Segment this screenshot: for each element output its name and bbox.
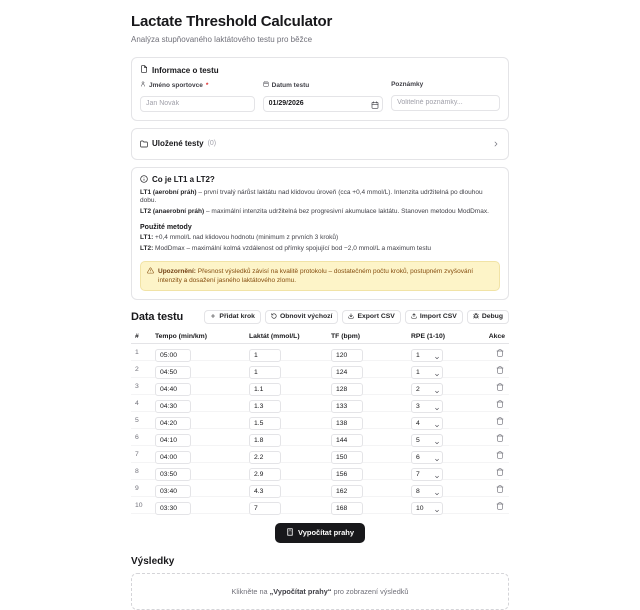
notes-input[interactable]: [391, 95, 500, 111]
column-header-laktat: Laktát (mmol/L): [249, 332, 300, 340]
data-section-header: [131, 310, 509, 324]
rpe-select[interactable]: [411, 485, 443, 498]
rpe-select-wrap: [411, 480, 443, 497]
debug-button[interactable]: Debug: [467, 310, 509, 324]
table-row: [131, 480, 509, 497]
rpe-select[interactable]: [411, 434, 443, 447]
trash-icon: [496, 345, 504, 360]
table-row: [131, 395, 509, 412]
table-row: [131, 344, 509, 361]
saved-tests-count: (0): [207, 140, 217, 147]
lt1-definition: LT1 (aerobní práh) – první trvalý nárůst laktátu nad klidovou úroveň (cca +0,4 mmol/L). Intenzita udržitelná po dlouhou dobu.: [140, 188, 483, 205]
athlete-label: Jméno sportovce *: [140, 81, 255, 89]
row-number: 1: [135, 349, 139, 357]
trash-icon: [496, 464, 504, 479]
delete-row-button[interactable]: [495, 446, 505, 463]
athlete-field-group: [140, 81, 255, 112]
explainer-body: [140, 189, 500, 291]
method-lt1: LT1: +0,4 mmol/L nad klidovou hodnotu (minimum z prvních 3 kroků): [140, 234, 339, 242]
trash-icon: [496, 379, 504, 394]
rpe-select-wrap: [411, 446, 443, 463]
notes-label: Poznámky: [391, 81, 424, 88]
test-date-input[interactable]: [263, 96, 383, 112]
table-toolbar: [204, 310, 509, 324]
calculate-row: [131, 523, 509, 543]
explainer-header: [140, 175, 500, 185]
methods-title: Použité metody: [140, 223, 192, 231]
results-title: Výsledky: [131, 555, 175, 567]
table-row: [131, 412, 509, 429]
rpe-select[interactable]: [411, 349, 443, 362]
tf-input[interactable]: [331, 502, 363, 515]
rpe-select[interactable]: [411, 502, 443, 515]
rpe-select-wrap: [411, 412, 443, 429]
data-section-title: Data testu: [131, 310, 184, 323]
warning-banner: [140, 261, 500, 291]
test-info-header: [140, 65, 500, 75]
rpe-select[interactable]: [411, 417, 443, 430]
saved-tests-title: Uložené testy: [152, 139, 204, 148]
folder-icon: [140, 135, 148, 153]
warning-text: Upozornění: Přesnost výsledků závisí na kvalitě protokolu – dostatečném počtu kroků, postupném zvyšování intenzity a dosažení jasného laktátového zlomu.: [158, 267, 474, 284]
trash-icon: [496, 447, 504, 462]
delete-row-button[interactable]: [495, 344, 505, 361]
rpe-select-wrap: [411, 378, 443, 395]
athlete-name-input[interactable]: [140, 96, 255, 112]
file-text-icon: [140, 65, 148, 75]
rpe-select-wrap: [411, 429, 443, 446]
delete-row-button[interactable]: [495, 429, 505, 446]
trash-icon: [496, 498, 504, 513]
test-info-title: Informace o testu: [152, 65, 219, 75]
row-number: 8: [135, 468, 139, 476]
trash-icon: [496, 362, 504, 377]
import-csv-button[interactable]: Import CSV: [405, 310, 463, 324]
row-number: 7: [135, 451, 139, 459]
trash-icon: [496, 413, 504, 428]
page-subtitle: Analýza stupňovaného laktátového testu pro běžce: [131, 35, 313, 44]
lt2-definition: LT2 (anaerobní práh) – maximální intenzita udržitelná bez progresivní akumulace laktátu. Stanoven metodou ModDmax.: [140, 208, 489, 216]
rpe-select-wrap: [411, 395, 443, 412]
page-container: [131, 0, 509, 610]
results-empty-state: Klikněte na „Vypočítat prahy“ pro zobrazení výsledků: [131, 573, 509, 610]
table-row: [131, 378, 509, 395]
column-header-akce: Akce: [488, 332, 505, 340]
delete-row-button[interactable]: [495, 361, 505, 378]
export-csv-button[interactable]: Export CSV: [342, 310, 400, 324]
column-header-rpe: RPE (1-10): [411, 332, 445, 340]
plus-icon: [210, 313, 216, 321]
delete-row-button[interactable]: [495, 497, 505, 514]
table-row: [131, 361, 509, 378]
row-number: 3: [135, 383, 139, 391]
row-number: 2: [135, 366, 139, 374]
table-row: [131, 429, 509, 446]
calculator-icon: [286, 528, 294, 538]
rpe-select[interactable]: [411, 451, 443, 464]
column-header-num: #: [135, 332, 139, 340]
bug-icon: [473, 313, 479, 321]
rpe-select[interactable]: [411, 366, 443, 379]
tempo-input[interactable]: [155, 502, 191, 515]
rpe-select[interactable]: [411, 383, 443, 396]
explainer-title: Co je LT1 a LT2?: [152, 175, 215, 184]
reset-default-button[interactable]: Obnovit výchozí: [265, 310, 339, 324]
calendar-icon: [263, 81, 269, 89]
laktat-input[interactable]: [249, 502, 281, 515]
delete-row-button[interactable]: [495, 378, 505, 395]
test-data-table: [131, 330, 509, 514]
chevron-right-icon: [492, 135, 500, 153]
table-row: [131, 446, 509, 463]
info-icon: [140, 175, 148, 185]
rpe-select-wrap: [411, 463, 443, 480]
add-step-button[interactable]: Přidat krok: [204, 310, 261, 324]
warning-icon: [147, 267, 154, 285]
delete-row-button[interactable]: [495, 463, 505, 480]
user-icon: [140, 81, 146, 89]
test-info-card: [131, 57, 509, 121]
table-row: [131, 463, 509, 480]
row-number: 10: [135, 502, 143, 510]
row-number: 9: [135, 485, 139, 493]
method-lt2: LT2: ModDmax – maximální kolmá vzdálenost od přímky spojující bod −2,0 mmol/L a maximum testu: [140, 245, 431, 252]
rpe-select[interactable]: [411, 400, 443, 413]
delete-row-button[interactable]: [495, 480, 505, 497]
explainer-card: [131, 167, 509, 300]
row-number: 4: [135, 400, 139, 408]
delete-row-button[interactable]: [495, 412, 505, 429]
required-asterisk: *: [205, 81, 209, 89]
trash-icon: [496, 430, 504, 445]
date-label: Datum testu: [263, 81, 383, 89]
delete-row-button[interactable]: [495, 395, 505, 412]
notes-field-group: [391, 81, 500, 112]
table-row: [131, 497, 509, 514]
test-info-form: [140, 81, 500, 112]
row-number: 6: [135, 434, 139, 442]
download-icon: [348, 313, 354, 321]
rpe-select-wrap: [411, 361, 443, 378]
saved-tests-toggle[interactable]: [131, 128, 509, 160]
table-header-row: [131, 330, 509, 344]
rpe-select-wrap: [411, 497, 443, 514]
column-header-tempo: Tempo (min/km): [155, 332, 207, 340]
refresh-icon: [271, 313, 277, 321]
rpe-select[interactable]: [411, 468, 443, 481]
date-picker-icon[interactable]: [371, 96, 379, 114]
row-number: 5: [135, 417, 139, 425]
page-title: Lactate Threshold Calculator: [131, 13, 333, 30]
upload-icon: [411, 313, 417, 321]
rpe-select-wrap: [411, 344, 443, 361]
column-header-tf: TF (bpm): [331, 332, 361, 340]
trash-icon: [496, 481, 504, 496]
date-field-group: [263, 81, 383, 112]
calculate-thresholds-button[interactable]: Vypočítat prahy: [275, 523, 365, 543]
trash-icon: [496, 396, 504, 411]
